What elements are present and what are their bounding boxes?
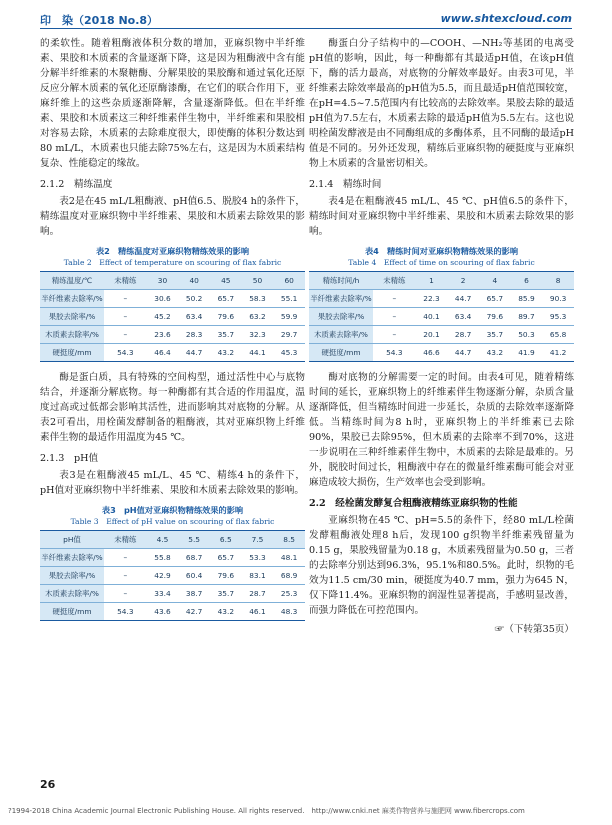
table-cell: 44.7 — [447, 290, 479, 308]
table-cell: 63.2 — [242, 308, 274, 326]
table-cell: 40.1 — [416, 308, 448, 326]
table-cell: – — [104, 308, 147, 326]
table-cell: 1 — [416, 272, 448, 290]
table-cell: 木质素去除率/% — [309, 326, 373, 344]
table-cell: 35.7 — [210, 326, 242, 344]
table-cell: 35.7 — [479, 326, 511, 344]
section-heading: 2.1.4 精练时间 — [309, 179, 382, 190]
table-cell: 44.7 — [447, 344, 479, 362]
table-cell: 43.2 — [479, 344, 511, 362]
table-cell: 30 — [147, 272, 179, 290]
table-cell: 4 — [479, 272, 511, 290]
table-cell: 2 — [447, 272, 479, 290]
table-cell: 95.3 — [542, 308, 574, 326]
table-cell: 65.8 — [542, 326, 574, 344]
table-caption-en: Table 2 Effect of temperature on scouring of flax fabric — [63, 258, 282, 267]
table-cell: 未精练 — [104, 272, 147, 290]
table-cell: 44.1 — [242, 344, 274, 362]
table-cell: – — [373, 326, 416, 344]
table-cell: 果胶去除率/% — [309, 308, 373, 326]
table-cell: 28.7 — [447, 326, 479, 344]
table-cell: – — [104, 585, 147, 603]
table-cell: 果胶去除率/% — [40, 308, 104, 326]
table-3 — [40, 530, 305, 621]
table-cell: 43.2 — [210, 603, 242, 621]
footer: ?1994-2018 China Academic Journal Electronic Publishing House. All rights reserved. http://www.cnki.net 麻类作物营养与施肥网 www.fibercrops.com — [8, 807, 525, 815]
table-cell: 85.9 — [511, 290, 543, 308]
table-cell: 41.9 — [511, 344, 543, 362]
table-cell: 20.1 — [416, 326, 448, 344]
table-cell: 33.4 — [147, 585, 179, 603]
table-header-row — [40, 272, 305, 290]
table-cell: 43.6 — [147, 603, 179, 621]
table-cell: 63.4 — [447, 308, 479, 326]
table-cell: 68.7 — [178, 549, 210, 567]
table-cell: 硬挺度/mm — [40, 344, 104, 362]
table-cell: 65.7 — [210, 549, 242, 567]
table-cell: 45.2 — [147, 308, 179, 326]
table-cell: 46.6 — [416, 344, 448, 362]
table-cell: 65.7 — [210, 290, 242, 308]
table-row — [40, 603, 305, 621]
table-cell: 42.7 — [178, 603, 210, 621]
table-cell: 未精练 — [373, 272, 416, 290]
table-cell: 6.5 — [210, 531, 242, 549]
paragraph: 表2是在45 mL/L粗酶液、pH值6.5、脱胶4 h的条件下，精练温度对亚麻织物中半纤维素、果胶和木质素去除效果的影响。 — [40, 196, 305, 237]
table-cell: 54.3 — [104, 603, 147, 621]
table-cell: 25.3 — [273, 585, 305, 603]
page-number: 26 — [40, 778, 56, 791]
table-row — [309, 326, 574, 344]
continued-note: ☞（下转第35页） — [494, 624, 574, 635]
table-caption-en: Table 3 Effect of pH value on scouring of flax fabric — [70, 517, 275, 526]
website-header[interactable]: www.shtexcloud.com — [440, 12, 572, 25]
section-heading: 2.1.2 精练温度 — [40, 179, 113, 190]
table-cell: 83.1 — [242, 567, 274, 585]
table-caption: 表3 pH值对亚麻织物精练效果的影响 — [101, 505, 244, 515]
table-cell: 59.9 — [273, 308, 305, 326]
table-cell: 22.3 — [416, 290, 448, 308]
table-cell: 7.5 — [242, 531, 274, 549]
table-cell: 28.7 — [242, 585, 274, 603]
table-cell: – — [104, 326, 147, 344]
table-cell: 38.7 — [178, 585, 210, 603]
table-cell: 木质素去除率/% — [40, 585, 104, 603]
table-cell: 8 — [542, 272, 574, 290]
table-row — [40, 326, 305, 344]
table-cell: – — [104, 290, 147, 308]
table-cell: 90.3 — [542, 290, 574, 308]
paragraph: 亚麻织物在45 ℃、pH=5.5的条件下，经80 mL/L栓菌发酵粗酶液处理8 h后，发现100 g织物半纤维素残留量为0.15 g，果胶残留量为0.18 g，木质素残留量为0.50 g，三者的去除率分别达到96.3%，95.1%和80.5%。此时，织物的毛效为11.5 cm/30 min，硬挺度为40.7 mm，强力为645 N，仅下降11.4%。亚麻织物的润湿性显著提高，手感明显改善，而强力降低在可控范围内。 — [309, 515, 574, 616]
table-cell: 46.1 — [242, 603, 274, 621]
table-cell: 46.4 — [147, 344, 179, 362]
table-cell: 5.5 — [178, 531, 210, 549]
right-column — [309, 36, 574, 637]
table-cell: 硬挺度/mm — [40, 603, 104, 621]
table-row — [309, 290, 574, 308]
table-cell: 43.2 — [210, 344, 242, 362]
table-cell: 45.3 — [273, 344, 305, 362]
table-cell: 55.8 — [147, 549, 179, 567]
table-cell: 54.3 — [373, 344, 416, 362]
table-cell: 89.7 — [511, 308, 543, 326]
table-cell: 4.5 — [147, 531, 179, 549]
table-4 — [309, 271, 574, 362]
table-row — [309, 308, 574, 326]
header-divider — [40, 28, 572, 29]
table-cell: 65.7 — [479, 290, 511, 308]
table-cell: – — [104, 549, 147, 567]
table-cell: 50.2 — [178, 290, 210, 308]
table-cell: 半纤维素去除率/% — [309, 290, 373, 308]
paragraph: 酶蛋白分子结构中的—COOH、—NH₂等基团的电离受pH值的影响，因此，每一种酶都有其最适pH值，在该pH值下，酶的活力最高，对底物的分解效率最好。由表3可见，半纤维素去除效率最高的pH值为5.5，而且最适pH值范围较宽，在pH=4.5~7.5范围内有比较高的去除效率。果胶去除的最适pH值为7.5左右，木质素去除的最适pH值为5.5左右。这也说明栓菌发酵液是由不同酶组成的多酶体系，且不同酶的最适pH值是不同的。另外还发现，精练后亚麻织物的硬挺度与亚麻织物上木质素的含量密切相关。 — [309, 38, 574, 169]
table-cell: 55.1 — [273, 290, 305, 308]
table-row — [40, 549, 305, 567]
table-cell: 40 — [178, 272, 210, 290]
table-cell: 未精练 — [104, 531, 147, 549]
table-row — [40, 344, 305, 362]
paragraph: 的柔软性。随着粗酶液体积分数的增加，亚麻织物中半纤维素、果胶和木质素的含量逐渐下降，这是因为粗酶液中含有能分解半纤维素的木聚糖酶、分解果胶的果胶酶和通过氧化还原反应分解木质素的氧化还原酶漆酶，在它们的联合作用下，亚麻纤维上的这些杂质逐渐降解，含量逐渐降低。但在半纤维素、果胶和木质素这三种纤维素伴生物中，半纤维素和果胶相对容易去除，木质素的去除难度很大，即使酶的体积分数达到80 mL/L，木质素也只能去除75%左右，这是因为木质素结构复杂、性能稳定的缘故。 — [40, 38, 305, 169]
table-cell: 果胶去除率/% — [40, 567, 104, 585]
table-cell: 32.3 — [242, 326, 274, 344]
table-cell: – — [104, 567, 147, 585]
table-cell: 58.3 — [242, 290, 274, 308]
table-header-row — [40, 531, 305, 549]
table-cell: – — [373, 290, 416, 308]
paragraph: 表3是在粗酶液45 mL/L、45 ℃、精练4 h的条件下，pH值对亚麻织物中半纤维素、果胶和木质素去除效果的影响。 — [40, 470, 305, 496]
table-cell: 30.6 — [147, 290, 179, 308]
table-cell: 63.4 — [178, 308, 210, 326]
table-cell: 79.6 — [479, 308, 511, 326]
paragraph: 酶是蛋白质，具有特殊的空间构型，通过活性中心与底物结合，并逐渐分解底物。每一种酶都有其合适的作用温度，温度过高或过低都会影响其活性，进而影响其对底物的分解。从表2可看出，用栓菌发酵制备的粗酶液，其对亚麻织物上纤维素伴生物的最适作用温度为45 ℃。 — [40, 372, 305, 443]
table-cell: 48.1 — [273, 549, 305, 567]
section-heading: 2.2 经栓菌发酵复合粗酶液精练亚麻织物的性能 — [309, 498, 518, 509]
table-caption: 表2 精练温度对亚麻织物精练效果的影响 — [95, 246, 250, 256]
table-cell: 54.3 — [104, 344, 147, 362]
table-cell: 48.3 — [273, 603, 305, 621]
table-caption: 表4 精练时间对亚麻织物精练效果的影响 — [364, 246, 519, 256]
table-cell: 79.6 — [210, 308, 242, 326]
table-cell: 50 — [242, 272, 274, 290]
table-cell: 60 — [273, 272, 305, 290]
table-cell: 半纤维素去除率/% — [40, 290, 104, 308]
table-cell: – — [373, 308, 416, 326]
table-cell: 60.4 — [178, 567, 210, 585]
table-row — [309, 344, 574, 362]
table-cell: 41.2 — [542, 344, 574, 362]
table-cell: 精练时间/h — [309, 272, 373, 290]
table-header-row — [309, 272, 574, 290]
left-column — [40, 36, 305, 621]
table-cell: pH值 — [40, 531, 104, 549]
table-cell: 42.9 — [147, 567, 179, 585]
table-cell: 半纤维素去除率/% — [40, 549, 104, 567]
table-cell: 28.3 — [178, 326, 210, 344]
table-cell: 79.6 — [210, 567, 242, 585]
table-cell: 68.9 — [273, 567, 305, 585]
table-cell: 硬挺度/mm — [309, 344, 373, 362]
table-cell: 44.7 — [178, 344, 210, 362]
journal-header: 印 染（2018 No.8） — [40, 14, 159, 27]
table-cell: 29.7 — [273, 326, 305, 344]
table-cell: 50.3 — [511, 326, 543, 344]
section-heading: 2.1.3 pH值 — [40, 453, 99, 464]
table-cell: 6 — [511, 272, 543, 290]
table-cell: 8.5 — [273, 531, 305, 549]
table-row — [40, 585, 305, 603]
table-row — [40, 308, 305, 326]
table-2 — [40, 271, 305, 362]
table-cell: 精练温度/℃ — [40, 272, 104, 290]
table-cell: 53.3 — [242, 549, 274, 567]
table-cell: 35.7 — [210, 585, 242, 603]
table-cell: 木质素去除率/% — [40, 326, 104, 344]
table-caption-en: Table 4 Effect of time on scouring of flax fabric — [348, 258, 535, 267]
table-cell: 23.6 — [147, 326, 179, 344]
table-row — [40, 290, 305, 308]
table-row — [40, 567, 305, 585]
paragraph: 表4是在粗酶液45 mL/L、45 ℃、pH值6.5的条件下，精练时间对亚麻织物中半纤维素、果胶和木质素去除效果的影响。 — [309, 196, 574, 237]
paragraph: 酶对底物的分解需要一定的时间。由表4可见，随着精练时间的延长，亚麻织物上的纤维素伴生物逐渐分解，杂质含量逐渐降低，但当精练时间进一步延长，杂质的去除效率逐渐降低。当精练时间为8 h时，亚麻织物上的半纤维素已去除90%，果胶已去除95%，但木质素的去除率不到70%，这进一步说明在三种纤维素伴生物中，木质素的去除是最难的。另外，脱胶时间过长，粗酶液中存在的微量纤维素酶可能会对亚麻造成较大损伤，生产效率也会受到影响。 — [309, 372, 574, 488]
table-cell: 45 — [210, 272, 242, 290]
